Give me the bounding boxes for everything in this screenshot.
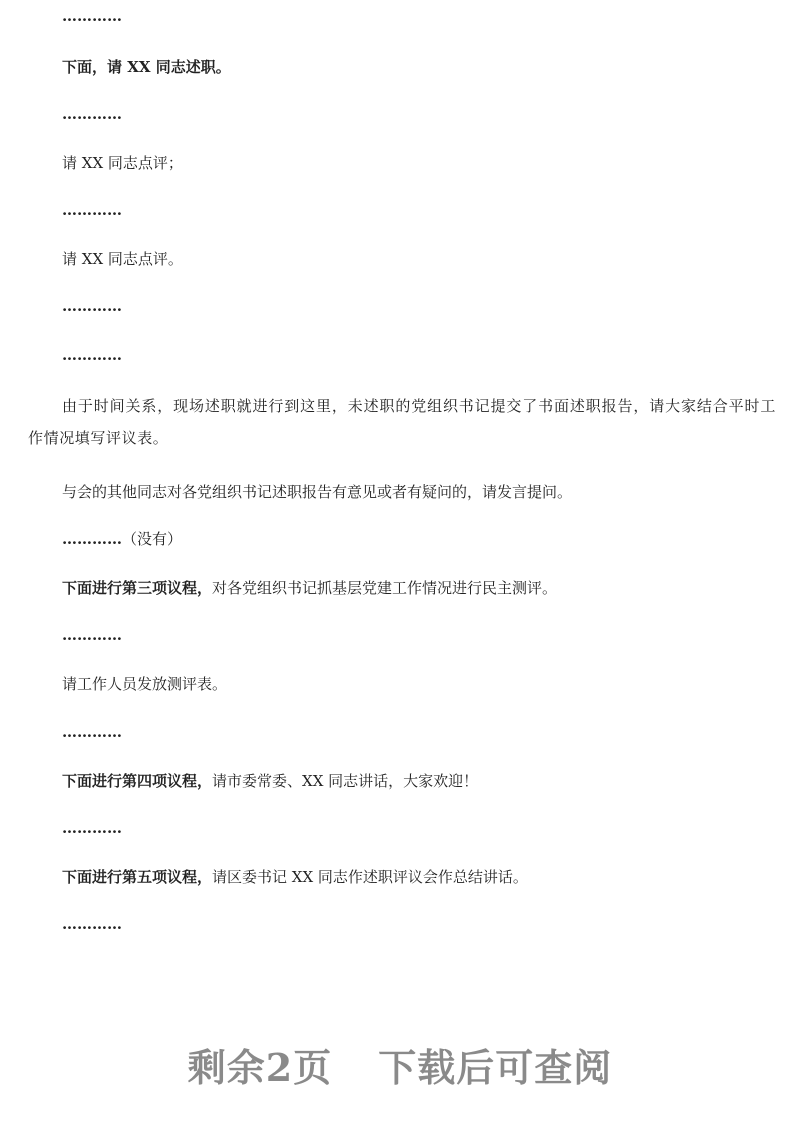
comment-request-line: 请 XX 同志点评。: [62, 250, 183, 268]
ellipsis-line: …………: [62, 297, 122, 315]
download-to-view-label: 下载后可查阅: [378, 1045, 613, 1090]
agenda-item-5-heading: 下面进行第五项议程，: [62, 868, 213, 886]
agenda-item-4-heading: 下面进行第四项议程，: [62, 772, 213, 790]
ellipsis-line: …………: [62, 346, 122, 364]
ellipsis: …………: [62, 530, 122, 548]
agenda-item-4-line: [62, 771, 478, 791]
remaining-pages-label: 剩余2页: [187, 1045, 333, 1090]
agenda-item-5-line: [62, 867, 528, 887]
ellipsis-line: …………: [62, 7, 122, 25]
ellipsis-line: …………: [62, 723, 122, 741]
distribute-forms-line: 请工作人员发放测评表。: [62, 675, 228, 693]
agenda-item-3-line: [62, 578, 557, 598]
ellipsis-line: …………: [62, 105, 122, 123]
ellipsis-line: …………: [62, 915, 122, 933]
agenda-item-3-text: 对各党组织书记抓基层党建工作情况进行民主测评。: [212, 579, 558, 597]
no-questions-note: （没有）: [122, 530, 183, 548]
no-questions-line: [62, 529, 182, 549]
download-prompt-banner[interactable]: [0, 1042, 800, 1094]
ellipsis-line: …………: [62, 819, 122, 837]
comment-request-line: 请 XX 同志点评；: [62, 154, 183, 172]
time-constraint-paragraph: 由于时间关系，现场述职就进行到这里，未述职的党组织书记提交了书面述职报告，请大家结合平时工作情况填写评议表。: [28, 397, 776, 447]
agenda-item-3-heading: 下面进行第三项议程，: [62, 579, 213, 597]
speaker-intro-line: 下面，请 XX 同志述职。: [62, 58, 231, 76]
agenda-item-5-text: 请区委书记 XX 同志作述职评议会作总结讲话。: [212, 868, 528, 886]
ellipsis-line: …………: [62, 626, 122, 644]
question-invite-line: 与会的其他同志对各党组织书记述职报告有意见或者有疑问的，请发言提问。: [62, 483, 573, 501]
agenda-item-4-text: 请市委常委、XX 同志讲话，大家欢迎！: [212, 772, 479, 790]
ellipsis-line: …………: [62, 201, 122, 219]
